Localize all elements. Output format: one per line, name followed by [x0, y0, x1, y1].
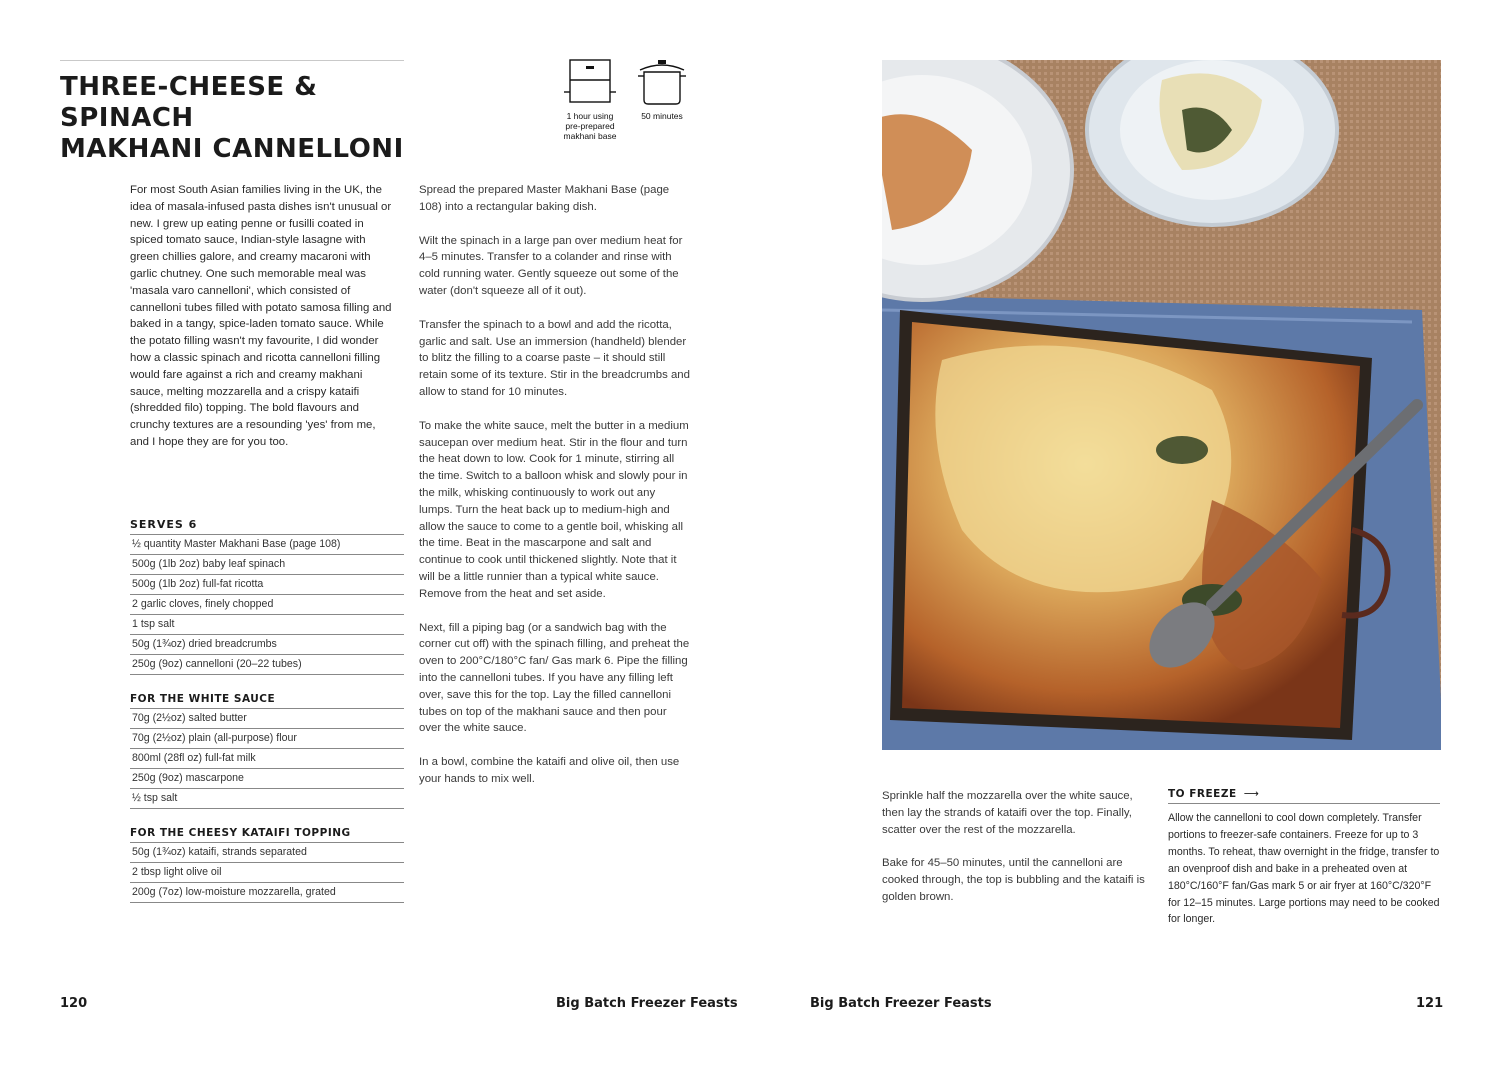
prep-time-label: 1 hour using pre-prepared makhani base: [563, 111, 617, 141]
ingredient-item: 50g (1¾oz) dried breadcrumbs: [130, 635, 404, 655]
running-footer-left: Big Batch Freezer Feasts: [556, 996, 738, 1011]
title-line-2: MAKHANI CANNELLONI: [60, 134, 404, 164]
ingredient-list-main: [130, 535, 404, 675]
method-step: Wilt the spinach in a large pan over medium heat for 4–5 minutes. Transfer to a colander and rinse with cold running water. Gently squeeze out some of the water (don't squeeze all of it out).: [419, 234, 683, 297]
ingredient-item: 250g (9oz) cannelloni (20–22 tubes): [130, 655, 404, 675]
freezer-icon: [562, 58, 618, 106]
to-freeze-heading-label: TO FREEZE: [1168, 788, 1237, 800]
white-sauce-heading: FOR THE WHITE SAUCE: [130, 693, 404, 709]
page-number-right: 121: [1416, 996, 1444, 1011]
topping-heading: FOR THE CHEESY KATAIFI TOPPING: [130, 827, 404, 843]
ingredient-item: 2 garlic cloves, finely chopped: [130, 595, 404, 615]
method-step: Bake for 45–50 minutes, until the cannelloni are cooked through, the top is bubbling and the kataifi is golden brown.: [882, 857, 1145, 903]
ingredient-list-topping: [130, 843, 404, 903]
prep-time-info: [560, 58, 620, 141]
arrow-right-icon: ⟶: [1243, 788, 1260, 800]
ingredient-list-white-sauce: [130, 709, 404, 809]
method-step: Spread the prepared Master Makhani Base (page 108) into a rectangular baking dish.: [419, 184, 670, 213]
pot-icon: [634, 58, 690, 106]
page-number-left: 120: [60, 996, 88, 1011]
ingredient-item: 800ml (28fl oz) full-fat milk: [130, 749, 404, 769]
ingredient-item: 70g (2½oz) salted butter: [130, 709, 404, 729]
serves-heading: SERVES 6: [130, 518, 404, 535]
method-column-right: [882, 788, 1148, 923]
intro-text: [130, 182, 392, 468]
method-step: Next, fill a piping bag (or a sandwich bag with the corner cut off) with the spinach filling, and preheat the oven to 200°C/180°C fan/ Gas mark 6. Pipe the filling into the cannelloni tubes. If you have any filling left over, save this for the top. Lay the filled cannelloni tubes on top of the makhani sauce and then pour over the white sauce.: [419, 621, 690, 735]
ingredient-item: 70g (2½oz) plain (all-purpose) flour: [130, 729, 404, 749]
ingredient-item: 500g (1lb 2oz) baby leaf spinach: [130, 555, 404, 575]
cannelloni-photo: [882, 60, 1441, 750]
ingredient-item: 500g (1lb 2oz) full-fat ricotta: [130, 575, 404, 595]
cannelloni-photo-illustration: [882, 60, 1441, 750]
method-step: In a bowl, combine the kataifi and olive oil, then use your hands to mix well.: [419, 756, 680, 785]
ingredient-item: 1 tsp salt: [130, 615, 404, 635]
running-footer-right: Big Batch Freezer Feasts: [810, 996, 992, 1011]
ingredient-item: ½ tsp salt: [130, 789, 404, 809]
to-freeze-heading: [1168, 788, 1440, 804]
recipe-title: [60, 72, 420, 165]
ingredient-item: 250g (9oz) mascarpone: [130, 769, 404, 789]
ingredient-item: 50g (1¾oz) kataifi, strands separated: [130, 843, 404, 863]
ingredient-item: 2 tbsp light olive oil: [130, 863, 404, 883]
ingredient-item: ½ quantity Master Makhani Base (page 108): [130, 535, 404, 555]
intro-paragraph: For most South Asian families living in the UK, the idea of masala-infused pasta dishes isn't unusual or new. I grew up eating penne or fusilli coated in spiced tomato sauce, Indian-style lasagne with green chillies galore, and creamy macaroni with garlic chutney. One such memorable meal was 'masala varo cannelloni', which consisted of cannelloni tubes filled with potato samosa filling and baked in a tangy, spice-laden tomato sauce. While the potato filling wasn't my favourite, I did wonder how a classic spinach and ricotta cannelloni filling would fare against a rich and creamy makhani sauce, melting mozzarella and a crispy kataifi (shredded filo) topping. The bold flavours and crunchy textures are a resounding 'yes' from me, and I hope they are for you too.: [130, 184, 392, 448]
to-freeze-block: [1168, 788, 1440, 928]
method-step: Transfer the spinach to a bowl and add the ricotta, garlic and salt. Use an immersion (handheld) blender to blitz the filling to a coarse paste – it should still retain some of its texture. Stir in the breadcrumbs and allow to stand for 10 minutes.: [419, 318, 690, 398]
title-rule: [60, 60, 404, 61]
method-step: To make the white sauce, melt the butter in a medium saucepan over medium heat. Stir in the flour and turn the heat down to low. Cook for 1 minute, stirring all the time. Switch to a balloon whisk and slowly pour in the milk, whisking continuously to work out any lumps. Turn the heat back up to medium-high and allow the sauce to come to a gentle boil, whisking all the time. Beat in the mascarpone and salt and continue to cook until thickened slightly. Note that it will be a little runnier than a typical white sauce. Remove from the heat and set aside.: [419, 419, 689, 600]
method-step: Sprinkle half the mozzarella over the white sauce, then lay the strands of kataifi over the top. Finally, scatter over the rest of the mozzarella.: [882, 790, 1133, 836]
ingredients-block: [130, 518, 404, 903]
method-column-left: [419, 182, 691, 805]
cook-time-info: [632, 58, 692, 121]
title-line-1: THREE-CHEESE & SPINACH: [60, 72, 318, 133]
cook-time-label: 50 minutes: [641, 111, 683, 121]
ingredient-item: 200g (7oz) low-moisture mozzarella, grated: [130, 883, 404, 903]
to-freeze-text: Allow the cannelloni to cool down completely. Transfer portions to freezer-safe containers. Freeze for up to 3 months. To reheat, thaw overnight in the fridge, transfer to an ovenproof dish and bake in a preheated oven at 180°C/160°F fan/Gas mark 5 or air fryer at 160°C/320°F for 12–15 minutes. Large portions may need to be cooked for longer.: [1168, 812, 1440, 926]
